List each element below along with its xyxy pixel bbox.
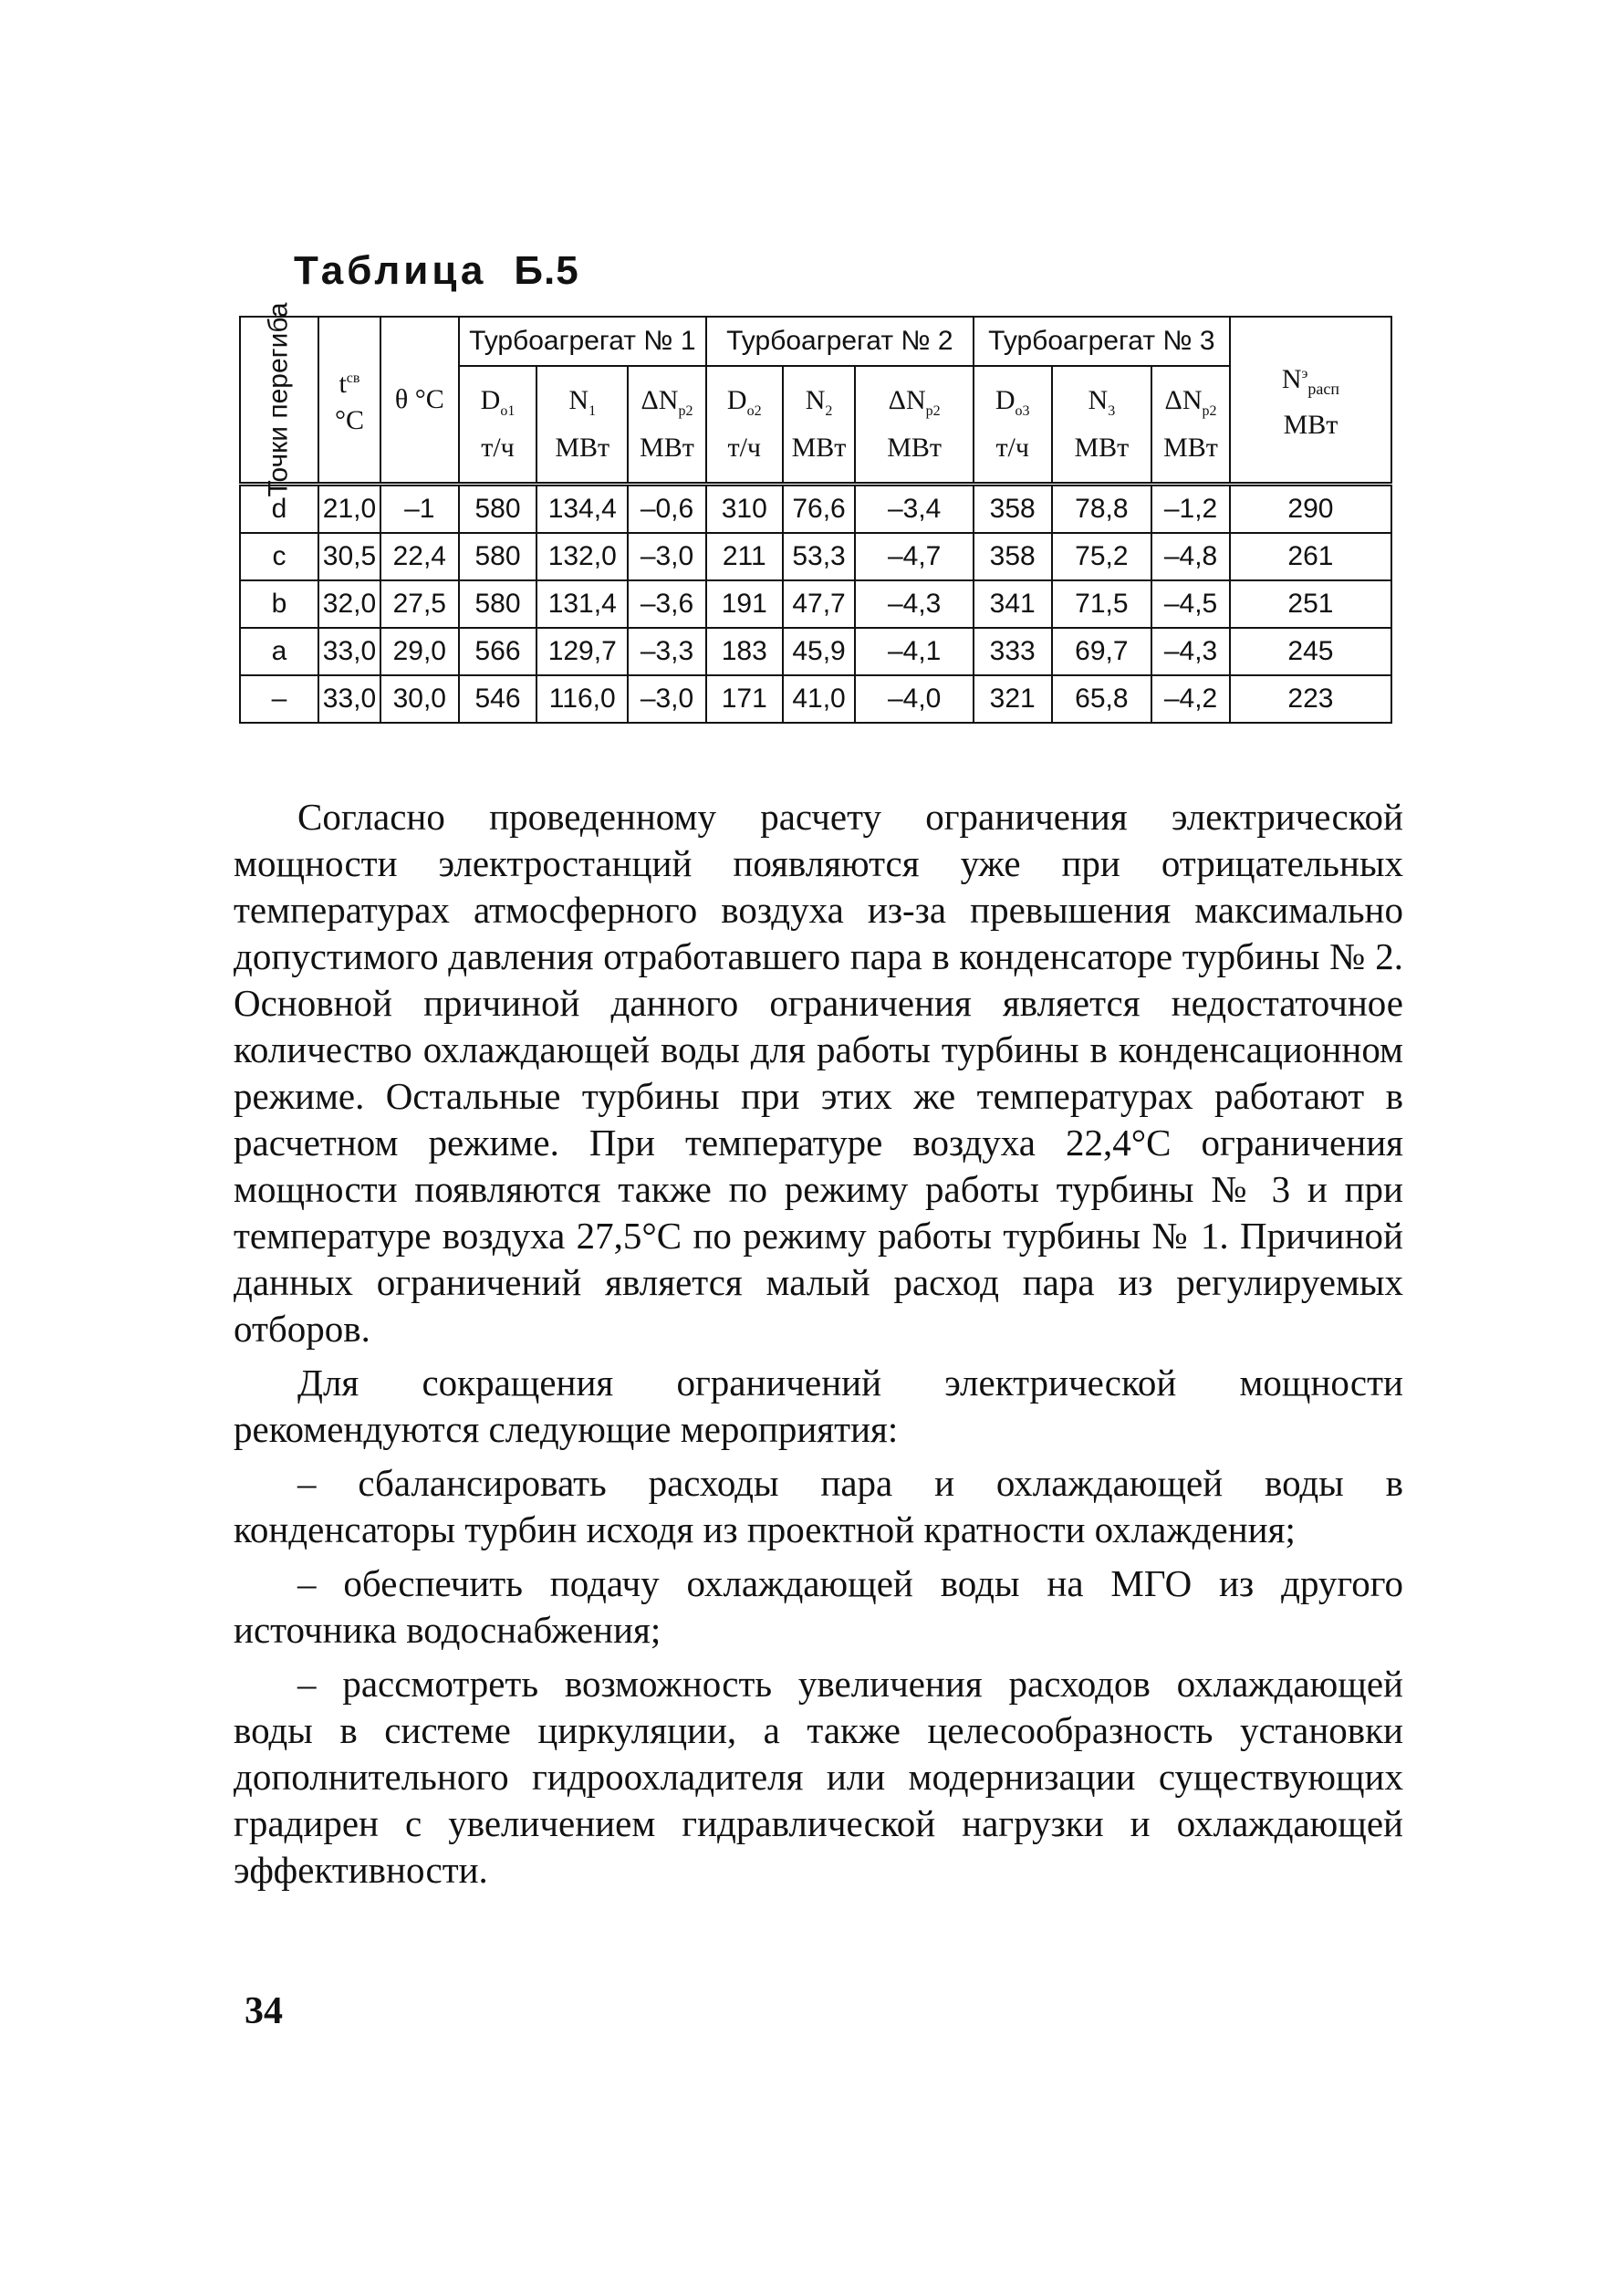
table-cell: –4,1 [855,628,973,675]
table-cell: 580 [459,485,537,534]
table-cell: 290 [1230,485,1391,534]
table-cell: 183 [706,628,783,675]
table-cell: 321 [974,675,1052,723]
paragraph-recommendations-intro: Для сокращения ограничений электрической мощности рекомендуются следующие мероприятия: [234,1362,1403,1450]
table-cell: 22,4 [380,533,459,580]
table-cell: 33,0 [318,628,380,675]
header-n-rasp: $N^э_{расп}$ МВт [1230,317,1391,485]
table-cell: –1,2 [1151,485,1230,534]
table-cell: –3,3 [628,628,706,675]
table-cell: –3,4 [855,485,973,534]
table-cell: 245 [1230,628,1391,675]
table-cell: –1 [380,485,459,534]
table-cell: c [240,533,318,580]
table-cell: 211 [706,533,783,580]
table-cell: 251 [1230,580,1391,628]
table-cell: 129,7 [536,628,628,675]
header-dn2: $\Delta N_{p2}$ МВт [855,366,973,485]
table-cell: 29,0 [380,628,459,675]
table-cell: 65,8 [1052,675,1152,723]
table-cell: –0,6 [628,485,706,534]
list-item-increase-circulation: – рассмотреть возможность увеличения расходов охлаждающей воды в системе циркуляции, а также целесообразность установки дополнительного гидроохладителя или модернизации существующих градирен с увеличением гидравлической нагрузки и охлаждающей эффективности. [234,1663,1403,1891]
list-item-water-supply: – обеспечить подачу охлаждающей воды на МГО из другого источника водоснабжения; [234,1562,1403,1651]
table-cell: 69,7 [1052,628,1152,675]
table-cell: 261 [1230,533,1391,580]
header-d2: $D_{o2}$ т/ч [706,366,783,485]
table-cell: 27,5 [380,580,459,628]
table-row [240,580,1391,628]
header-d1: $D_{o1}$ т/ч [459,366,537,485]
table-cell: –3,6 [628,580,706,628]
header-theta: θ °С [380,317,459,485]
table-cell: 341 [974,580,1052,628]
table-cell: 53,3 [783,533,856,580]
table-cell: 358 [974,485,1052,534]
table-cell: 566 [459,628,537,675]
header-n3: $N_3$ МВт [1052,366,1152,485]
table-cell: 580 [459,533,537,580]
table-caption-number: Б.5 [514,248,579,293]
table-cell: 132,0 [536,533,628,580]
table-cell: –3,0 [628,533,706,580]
table-cell: – [240,675,318,723]
table-cell: 358 [974,533,1052,580]
table-cell: 21,0 [318,485,380,534]
header-unit-3: Турбоагрегат № 3 [974,317,1230,366]
table-cell: –4,0 [855,675,973,723]
page-number: 34 [245,1990,283,2032]
table-cell: 333 [974,628,1052,675]
table-cell: d [240,485,318,534]
table-header-row-groups [240,317,1391,366]
table-caption-word: Таблица [294,248,487,293]
table-cell: 33,0 [318,675,380,723]
table-row [240,628,1391,675]
table-cell: 41,0 [783,675,856,723]
table-cell: 30,5 [318,533,380,580]
header-unit-1: Турбоагрегат № 1 [459,317,706,366]
table-cell: –4,3 [855,580,973,628]
list-item-balance-flows: – сбалансировать расходы пара и охлаждающей воды в конденсаторы турбин исходя из проектной кратности охлаждения; [234,1462,1403,1550]
table-caption [294,248,579,294]
paragraph-analysis: Согласно проведенному расчету ограничения электрической мощности электростанций появляются уже при отрицательных температурах атмосферного воздуха из-за превышения максимально допустимого давления отработавшего пара в конденсаторе турбины № 2. Основной причиной данного ограничения является недостаточное количество охлаждающей воды для работы турбины в конденсационном режиме. Остальные турбины при этих же температурах работают в расчетном режиме. При температуре воздуха 22,4°С ограничения мощности появляются также по режиму работы турбины № 3 и при температуре воздуха 27,5°С по режиму работы турбины № 1. Причиной данных ограничений является малый расход пара из регулируемых отборов. [234,796,1403,1350]
table-cell: 71,5 [1052,580,1152,628]
table-cell: 30,0 [380,675,459,723]
table-cell: –4,5 [1151,580,1230,628]
table-cell: 580 [459,580,537,628]
table-cell: –4,3 [1151,628,1230,675]
header-dn3: $\Delta N_{p2}$ МВт [1151,366,1230,485]
table-cell: –4,2 [1151,675,1230,723]
body-text [234,794,1403,1894]
table-cell: 78,8 [1052,485,1152,534]
table-cell: 76,6 [783,485,856,534]
table-cell: 134,4 [536,485,628,534]
table-row [240,533,1391,580]
table-cell: 116,0 [536,675,628,723]
table-cell: 171 [706,675,783,723]
table-cell: 310 [706,485,783,534]
header-points [240,302,318,497]
table-cell: 223 [1230,675,1391,723]
table-row [240,675,1391,723]
header-unit-2: Турбоагрегат № 2 [706,317,974,366]
header-t-air: $t^{св}$ °С [318,317,380,485]
table-cell: 32,0 [318,580,380,628]
table-cell: 75,2 [1052,533,1152,580]
table-cell: –4,8 [1151,533,1230,580]
table-cell: b [240,580,318,628]
header-n2: $N_2$ МВт [783,366,856,485]
table-cell: –3,0 [628,675,706,723]
header-n1: $N_1$ МВт [536,366,628,485]
table-cell: 47,7 [783,580,856,628]
table-cell: 191 [706,580,783,628]
table-cell: –4,7 [855,533,973,580]
table-row [240,485,1391,534]
table-cell: 45,9 [783,628,856,675]
table-cell: 131,4 [536,580,628,628]
table-cell: a [240,628,318,675]
header-points-label: Точки перегиба [264,302,295,497]
table-cell: 546 [459,675,537,723]
data-table [239,302,1392,724]
header-dn1: $\Delta N_{p2}$ МВт [628,366,706,485]
header-d3: $D_{o3}$ т/ч [974,366,1052,485]
